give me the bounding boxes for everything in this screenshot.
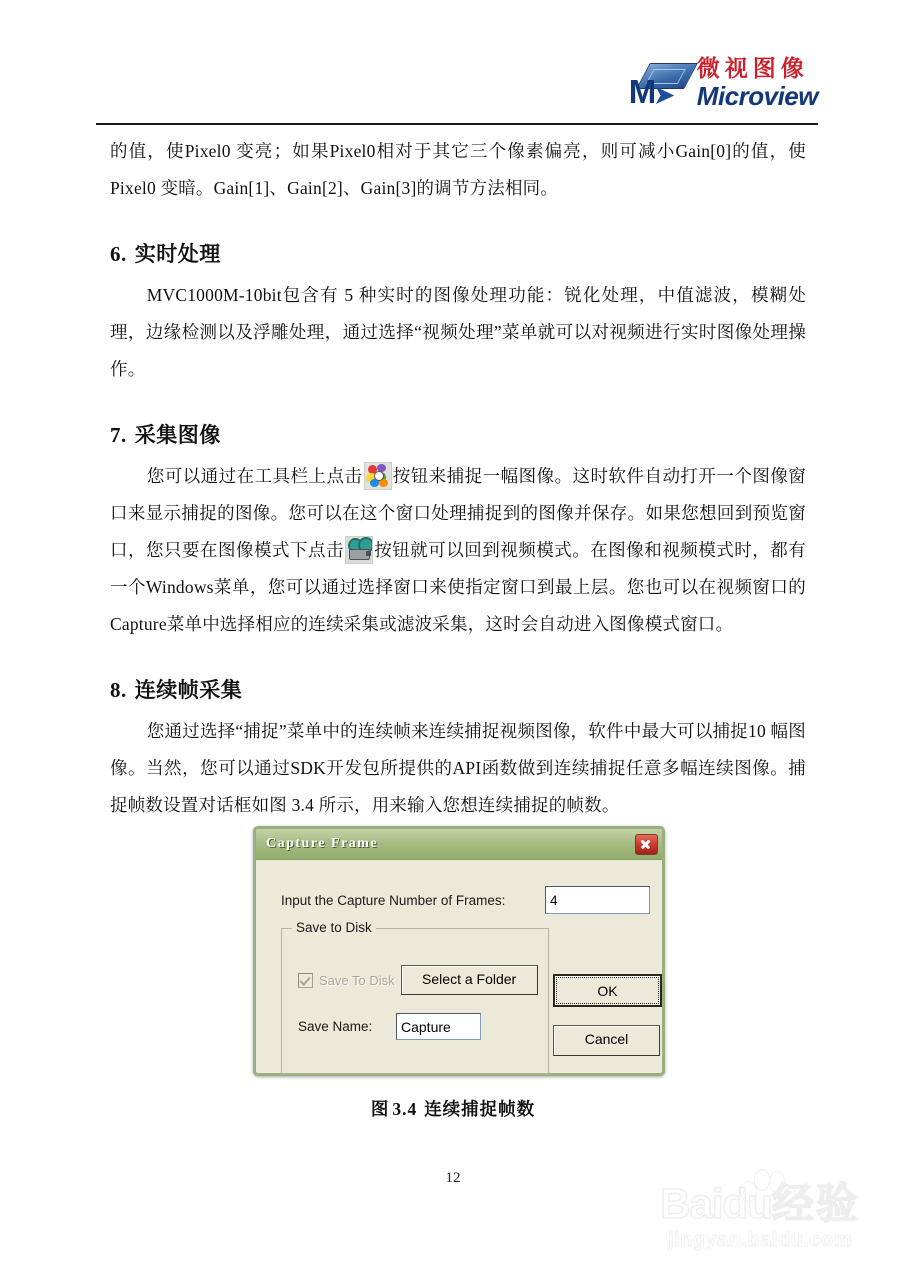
figure-caption-number: 3.4 — [392, 1099, 418, 1119]
cancel-button-label: Cancel — [584, 1031, 629, 1047]
close-icon[interactable] — [635, 834, 658, 855]
save-name-label: Save Name: — [298, 1019, 373, 1034]
frames-row — [281, 886, 650, 914]
paragraph-section-8: 您通过选择“捕捉”菜单中的连续帧来连续捕捉视频图像，软件中最大可以捕捉10 幅图像。当然，您可以通过SDK开发包所提供的API函数做到连续捕捉任意多幅连续图像。捕捉帧数设置对话框如图 3.4 所示，用来输入您想连续捕捉的帧数。 — [110, 721, 806, 815]
capture-image-toolbar-icon — [364, 462, 392, 490]
ok-button-focus-ring — [556, 977, 659, 1004]
heading-7-number: 7. — [110, 423, 127, 447]
save-to-disk-checkbox[interactable] — [298, 973, 313, 988]
watermark-baidu: Baidu — [660, 1180, 772, 1227]
heading-section-8 — [110, 673, 806, 707]
heading-7-title: 采集图像 — [134, 423, 221, 447]
ok-button-label: OK — [597, 982, 618, 999]
dialog-title: Capture Frame — [266, 836, 379, 851]
save-to-disk-row — [298, 965, 540, 995]
dialog-titlebar — [256, 829, 662, 860]
capture-frame-dialog — [253, 826, 665, 1076]
paragraph-7-part-c: 按钮就可以回到视频模式。在图像和视频模式时，都有一个Windows菜单，您可以通过选择窗口来使指定窗口到最上层。您也可以在视频窗口的Capture菜单中选择相应的连续采集或滤波采集，这时会自动进入图像模式窗口。 — [110, 540, 806, 634]
heading-8-title: 连续帧采集 — [134, 678, 243, 702]
logo-letter-m: M — [628, 73, 655, 110]
cancel-button[interactable] — [553, 1025, 660, 1056]
figure-caption-label: 图 — [370, 1099, 390, 1119]
frames-label: Input the Capture Number of Frames: — [281, 892, 506, 908]
figure-caption — [0, 1096, 906, 1121]
save-to-disk-group — [281, 920, 549, 1074]
ok-button[interactable] — [553, 974, 662, 1007]
paragraph-7-part-a: 您可以通过在工具栏上点击 — [146, 466, 363, 486]
microview-logo — [629, 58, 818, 109]
save-name-row — [298, 1013, 540, 1040]
heading-section-6 — [110, 237, 806, 271]
heading-8-number: 8. — [110, 678, 127, 702]
logo-chinese-name: 微视图像 — [696, 56, 809, 82]
header-divider — [96, 123, 818, 125]
select-a-folder-button[interactable] — [401, 965, 538, 995]
save-to-disk-group-legend: Save to Disk — [292, 920, 376, 935]
paragraph-continued: 的值，使Pixel0 变亮；如果Pixel0相对于其它三个像素偏亮，则可减小Gain[0]的值，使Pixel0 变暗。Gain[1]、Gain[2]、Gain[3]的调节方法相同。 — [110, 141, 806, 198]
logo-english-name: Microview — [696, 81, 818, 111]
video-mode-toolbar-icon — [345, 536, 373, 564]
select-a-folder-label: Select a Folder — [422, 971, 517, 987]
dialog-body — [256, 860, 662, 1074]
heading-section-7 — [110, 418, 806, 452]
baidu-jingyan-watermark — [626, 1179, 894, 1252]
watermark-url: jingyan.baidu.com — [667, 1229, 853, 1251]
logo-arrow-icon: ➤ — [654, 82, 673, 109]
save-to-disk-checkbox-label: Save To Disk — [319, 972, 395, 988]
document-content — [110, 133, 806, 824]
watermark-main-text — [626, 1179, 894, 1228]
save-name-input[interactable] — [396, 1013, 481, 1040]
figure-caption-text: 连续捕捉帧数 — [424, 1099, 536, 1119]
frames-input[interactable] — [545, 886, 650, 914]
heading-6-number: 6. — [110, 242, 127, 266]
paragraph-section-7 — [110, 458, 806, 643]
logo-cube-icon — [629, 63, 693, 109]
paragraph-section-6: MVC1000M-10bit包含有 5 种实时的图像处理功能：锐化处理，中值滤波，模糊处理，边缘检测以及浮雕处理，通过选择“视频处理”菜单就可以对视频进行实时图像处理操作。 — [110, 285, 806, 379]
paragraph-7-part-b: 按钮来捕捉一幅图像。这时软件自动打开一个图像窗口来显示捕捉的图像。您可以在这个窗口处理捕捉到的图像并保存。如果您想回到预览窗口，您只要在图像模式下点击 — [110, 466, 806, 560]
page-header — [96, 58, 818, 120]
page-number: 12 — [445, 1170, 461, 1186]
heading-6-title: 实时处理 — [134, 242, 221, 266]
logo-text — [697, 58, 818, 109]
watermark-jingyan-cn: 经验 — [771, 1179, 860, 1228]
